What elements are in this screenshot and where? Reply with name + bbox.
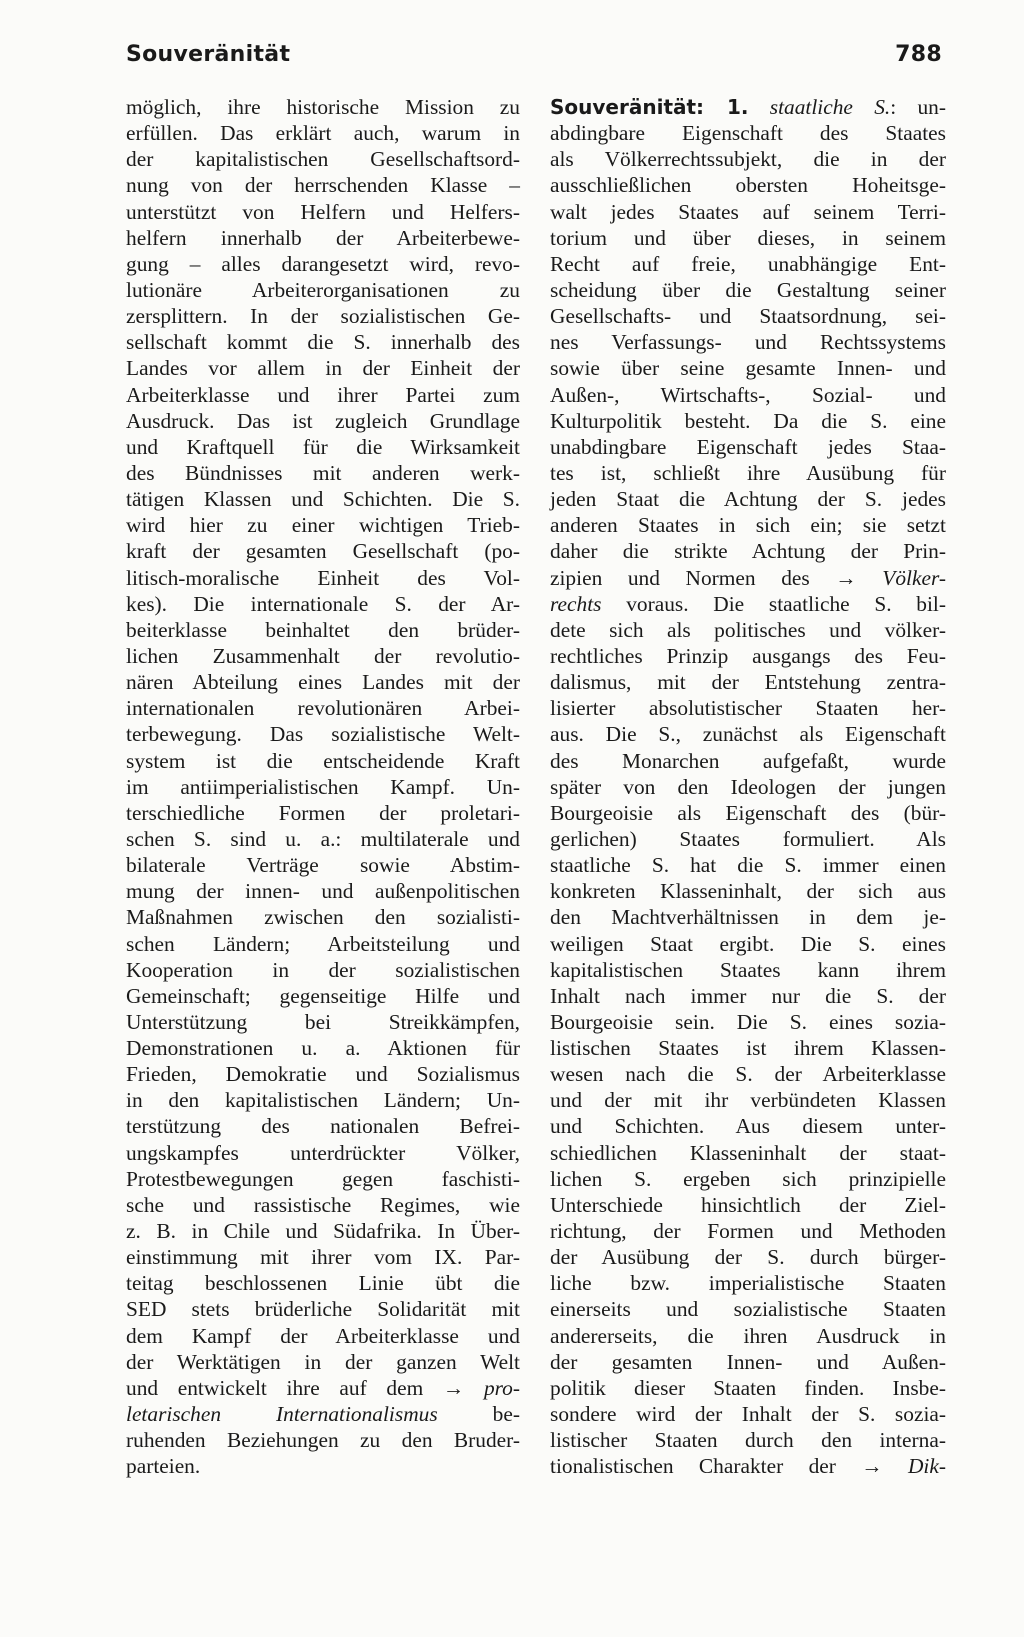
text-line: Arbeiterklasse und ihrer Partei zum — [126, 382, 520, 407]
text-line: Unterstützung bei Streikkämpfen, — [126, 1009, 520, 1034]
text-line: helfern innerhalb der Arbeiterbewe- — [126, 225, 520, 250]
text-line: kapitalistischen Staates kann ihrem — [550, 957, 946, 982]
term-link[interactable]: Völker- — [882, 565, 946, 590]
text-line: dalismus, mit der Entstehung zentra- — [550, 670, 946, 695]
text-line: Bourgeoisie sein. Die S. eines sozia- — [550, 1009, 946, 1034]
text-line: dem Kampf der Arbeiterklasse und — [126, 1323, 520, 1348]
text-line: sondere wird der Inhalt der S. sozia- — [550, 1402, 946, 1427]
term-link[interactable]: pro- — [483, 1375, 520, 1400]
text-line: einstimmung mit ihrer vom IX. Par- — [126, 1245, 520, 1270]
text-line: Außen-, Wirtschafts-, Sozial- und — [550, 382, 946, 407]
text-line-italic — [126, 1401, 520, 1427]
text-line: Ausdruck. Das ist zugleich Grundlage — [126, 408, 520, 433]
text-line: Bourgeoisie als Eigenschaft des (bür- — [550, 800, 946, 825]
text-line: rechtliches Prinzip ausgangs des Feu- — [550, 643, 946, 668]
text-line: z. B. in Chile und Südafrika. In Über- — [126, 1219, 520, 1244]
text-line: wesen nach die S. der Arbeiterklasse — [550, 1062, 946, 1087]
text-line: und Schichten. Aus diesem unter- — [550, 1114, 946, 1139]
text-line: politik dieser Staaten finden. Insbe- — [550, 1375, 946, 1400]
text-line: ausschließlichen obersten Hoheitsge- — [550, 173, 946, 198]
text-line: schen Ländern; Arbeitsteilung und — [126, 931, 520, 956]
text-line-italic — [550, 1453, 946, 1479]
text-line: daher die strikte Achtung der Prin- — [550, 539, 946, 564]
text-line: unterstützt von Helfern und Helfers- — [126, 199, 520, 224]
entry-heading-line — [550, 94, 946, 120]
text-line-italic — [126, 1375, 520, 1401]
text-line: mung der innen- und außenpolitischen — [126, 879, 520, 904]
text-line: scheidung über die Gestaltung seiner — [550, 277, 946, 302]
text-line: unabdingbare Eigenschaft jedes Staa- — [550, 434, 946, 459]
text-line: Frieden, Demokratie und Sozialismus — [126, 1062, 520, 1087]
text-fragment: voraus. Die staatliche S. bil- — [626, 591, 946, 616]
text-line: parteien. — [126, 1454, 201, 1479]
entry-title: Souveränität: 1. — [550, 95, 749, 119]
text-line: lichen S. ergeben sich prinzipielle — [550, 1166, 946, 1191]
term-link[interactable]: letarischen Internationalismus — [126, 1402, 438, 1427]
text-line: jeden Staat die Achtung der S. jedes — [550, 487, 946, 512]
text-line: lutionäre Arbeiterorganisationen zu — [126, 277, 520, 302]
text-line: Kulturpolitik besteht. Da die S. eine — [550, 408, 946, 433]
text-line: lisierter absolutistischer Staaten her- — [550, 696, 946, 721]
text-line: Gemeinschaft; gegenseitige Hilfe und — [126, 983, 520, 1008]
text-line: Demonstrationen u. a. Aktionen für — [126, 1036, 520, 1061]
text-line: Landes vor allem in der Einheit der — [126, 356, 520, 381]
text-line: Recht auf freie, unabhängige Ent- — [550, 251, 946, 276]
text-line: in den kapitalistischen Ländern; Un- — [126, 1088, 520, 1113]
text-fragment: : un- — [890, 95, 946, 119]
text-line: lichen Zusammenhalt der revolutio- — [126, 643, 520, 668]
text-line: SED stets brüderliche Solidarität mit — [126, 1297, 520, 1322]
text-line: möglich, ihre historische Mission zu — [126, 95, 520, 119]
text-line: den Machtverhältnissen in dem je- — [550, 905, 946, 930]
text-line: terstützung des nationalen Befrei- — [126, 1114, 520, 1139]
text-line-italic — [550, 565, 946, 591]
text-line: gung – alles darangesetzt wird, revo- — [126, 251, 520, 276]
text-line: der Ausübung der S. durch bürger- — [550, 1245, 946, 1270]
text-line: ruhenden Beziehungen zu den Bruder- — [126, 1428, 520, 1453]
text-line: liche bzw. imperialistische Staaten — [550, 1271, 946, 1296]
text-line: litisch-moralische Einheit des Vol- — [126, 565, 520, 590]
text-line: richtung, der Formen und Methoden — [550, 1219, 946, 1244]
text-line: kraft der gesamten Gesellschaft (po- — [126, 539, 520, 564]
text-line: Unterschiede hinsichtlich der Ziel- — [550, 1192, 946, 1217]
text-line: weiligen Staat ergibt. Die S. eines — [550, 931, 946, 956]
text-line: wird hier zu einer wichtigen Trieb- — [126, 513, 520, 538]
text-line: der kapitalistischen Gesellschaftsord- — [126, 147, 520, 172]
text-line: Gesellschafts- und Staatsordnung, sei- — [550, 304, 946, 329]
text-line: zersplittern. In der sozialistischen Ge- — [126, 304, 520, 329]
text-line: anderen Staates in sich ein; sie setzt — [550, 513, 946, 538]
entry-subtitle: staatliche S. — [769, 95, 891, 119]
text-fragment: tionalistischen Charakter der → — [550, 1454, 883, 1479]
text-line: internationalen revolutionären Arbei- — [126, 696, 520, 721]
text-fragment: zipien und Normen des → — [550, 565, 857, 590]
text-line: aus. Die S., zunächst als Eigenschaft — [550, 722, 946, 747]
text-line: gerlichen) Staates formuliert. Als — [550, 826, 946, 851]
text-line: im antiimperialistischen Kampf. Un- — [126, 774, 520, 799]
text-fragment: be- — [492, 1402, 520, 1427]
paragraph-block — [550, 617, 946, 1454]
text-line: Inhalt nach immer nur die S. der — [550, 983, 946, 1008]
text-line: beiterklasse beinhaltet den brüder- — [126, 617, 520, 642]
text-line: ungskampfes unterdrückter Völker, — [126, 1140, 520, 1165]
text-line: schiedlichen Klasseninhalt der staat- — [550, 1140, 946, 1165]
text-line: torium und über dieses, in seinem — [550, 225, 946, 250]
text-line: walt jedes Staates auf seinem Terri- — [550, 199, 946, 224]
text-line: schen S. sind u. a.: multilaterale und — [126, 826, 520, 851]
text-line: sche und rassistische Regimes, wie — [126, 1192, 520, 1217]
left-column — [126, 94, 520, 1479]
text-line: system ist die entscheidende Kraft — [126, 748, 520, 773]
text-line: kes). Die internationale S. der Ar- — [126, 591, 520, 616]
page-number: 788 — [895, 42, 942, 67]
text-line: und der mit ihr verbündeten Klassen — [550, 1088, 946, 1113]
text-line: listischer Staaten durch den interna- — [550, 1428, 946, 1453]
text-line: teitag beschlossenen Linie übt die — [126, 1271, 520, 1296]
text-line: und Kraftquell für die Wirksamkeit — [126, 434, 520, 459]
term-link[interactable]: rechts — [550, 591, 602, 616]
running-head-title: Souveränität — [126, 42, 291, 67]
text-line: nes Verfassungs- und Rechtssystems — [550, 330, 946, 355]
text-line: nären Abteilung eines Landes mit der — [126, 670, 520, 695]
text-line: andererseits, die ihren Ausdruck in — [550, 1323, 946, 1348]
text-line: tes ist, schließt ihre Ausübung für — [550, 460, 946, 485]
text-line: Protestbewegungen gegen faschisti- — [126, 1166, 520, 1191]
text-line: erfüllen. Das erklärt auch, warum in — [126, 121, 520, 146]
text-line: terschiedliche Formen der proletari- — [126, 800, 520, 825]
text-line: später von den Ideologen der jungen — [550, 774, 946, 799]
text-line: dete sich als politisches und völker- — [550, 617, 946, 642]
text-line: der gesamten Innen- und Außen- — [550, 1349, 946, 1374]
text-line: Maßnahmen zwischen den sozialisti- — [126, 905, 520, 930]
text-line: des Bündnisses mit anderen werk- — [126, 460, 520, 485]
text-line: bilaterale Verträge sowie Abstim- — [126, 853, 520, 878]
text-line: konkreten Klasseninhalt, der sich aus — [550, 879, 946, 904]
text-fragment: und entwickelt ihre auf dem → — [126, 1375, 465, 1400]
text-line: der Werktätigen in der ganzen Welt — [126, 1349, 520, 1374]
text-line: listischen Staates ist ihrem Klassen- — [550, 1036, 946, 1061]
text-line: nung von der herrschenden Klasse – — [126, 173, 520, 198]
text-line: tätigen Klassen und Schichten. Die S. — [126, 487, 520, 512]
paragraph-block — [550, 120, 946, 564]
text-line: sellschaft kommt die S. innerhalb des — [126, 330, 520, 355]
text-line-italic — [550, 591, 946, 617]
term-link[interactable]: Dik- — [907, 1454, 946, 1479]
text-line: Kooperation in der sozialistischen — [126, 957, 520, 982]
right-column — [550, 94, 946, 1479]
text-line: staatliche S. hat die S. immer einen — [550, 853, 946, 878]
text-line: abdingbare Eigenschaft des Staates — [550, 121, 946, 146]
text-line: terbewegung. Das sozialistische Welt- — [126, 722, 520, 747]
text-line: einerseits und sozialistische Staaten — [550, 1297, 946, 1322]
text-line: sowie über seine gesamte Innen- und — [550, 356, 946, 381]
text-line: als Völkerrechtssubjekt, die in der — [550, 147, 946, 172]
text-line: des Monarchen aufgefaßt, wurde — [550, 748, 946, 773]
